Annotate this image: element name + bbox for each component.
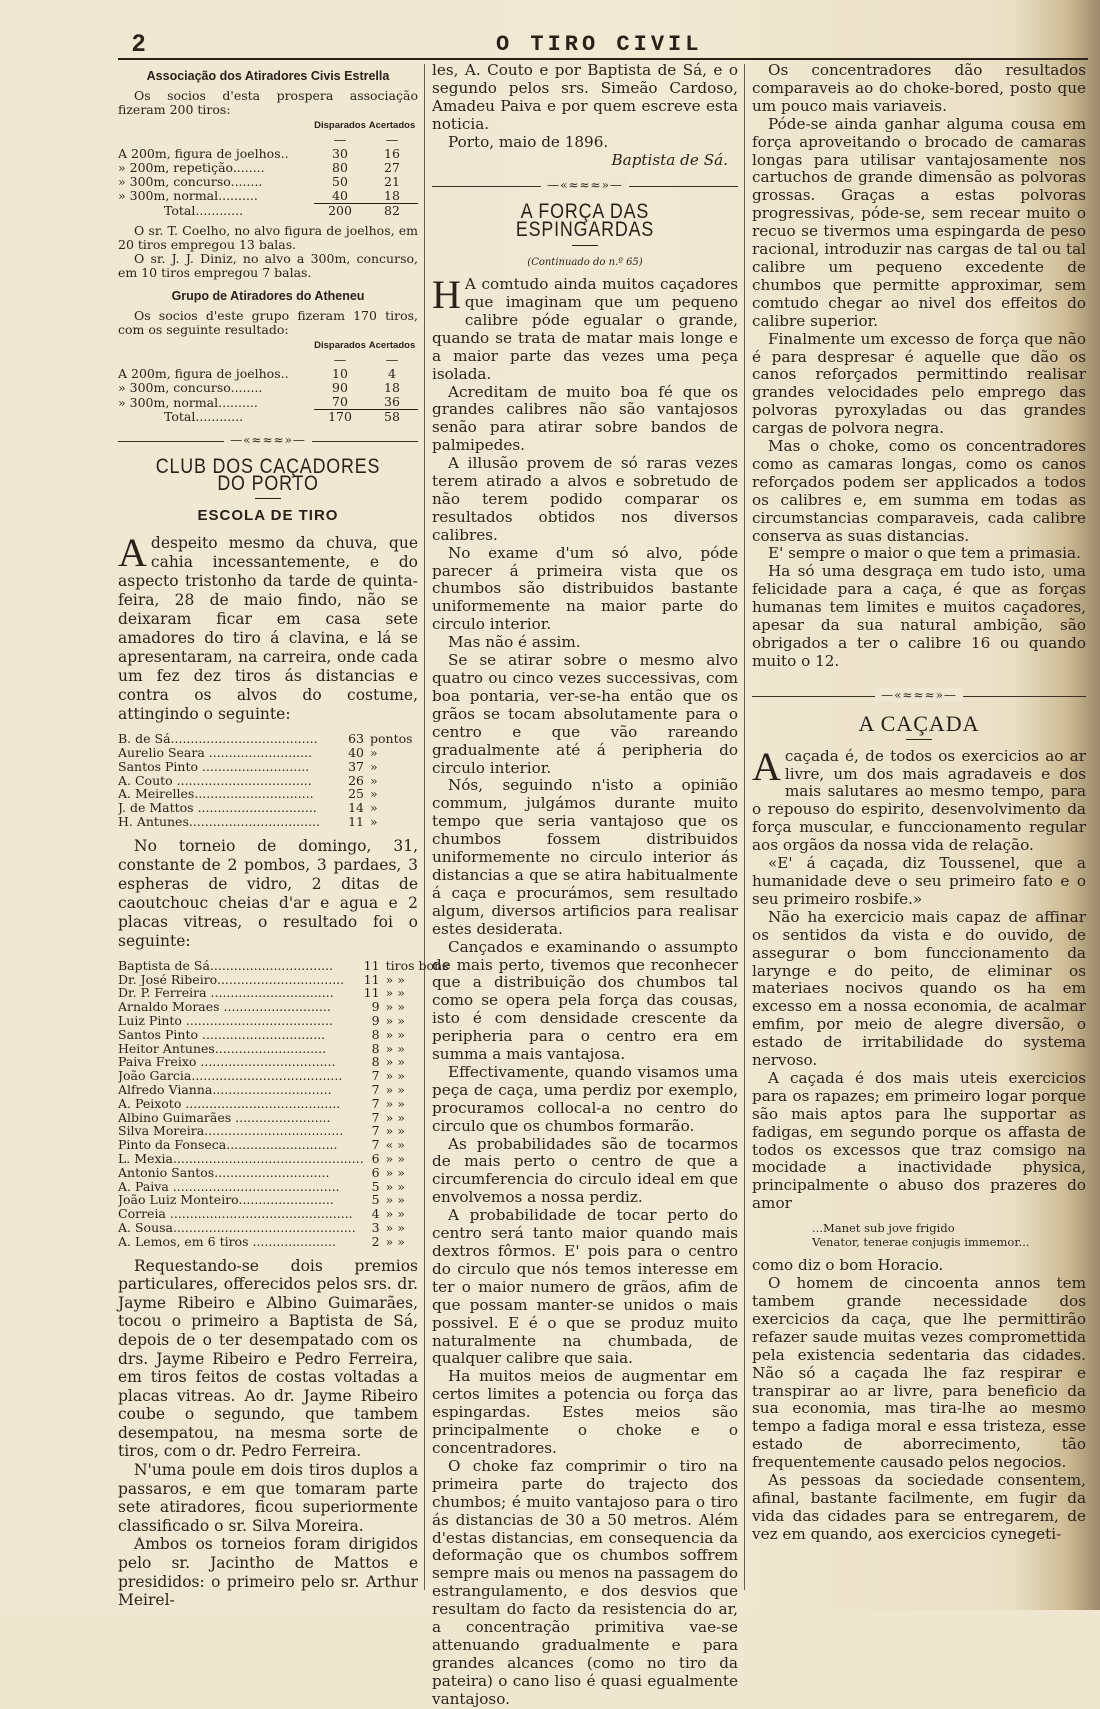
paragraph: Os socios d'esta prospera associação fizeram 200 tiros: xyxy=(118,88,418,118)
list-item: Paiva Freixo .................................. 8 » » xyxy=(118,1054,405,1070)
article-heading: CLUB DOS CAÇADORES DO PORTO xyxy=(155,454,381,495)
list-item: H. Antunes................................. 11 » xyxy=(118,814,378,829)
list-item: Santos Pinto ............................... 8 » » xyxy=(118,1026,405,1042)
drop-cap: H xyxy=(432,272,461,318)
paragraph: Requestando-se dois premios particulares, offerecidos pelos srs. dr. Jayme Ribeiro e Albino Guimarães, tocou o primeiro a Baptista de Sá, depois de o ter desempatado com os drs. Jayme Ribeiro e Pedro Ferreira, em tiros feitos de costas voltadas a placas vitreas. Ao dr. Jayme Ribeiro coube o segundo, que tambem desempatou, na mesma sorte de tiros, com o dr. Pedro Ferreira. xyxy=(118,1256,418,1461)
list-item: A. Sousa.............................................. 3 » » xyxy=(118,1219,405,1235)
paragraph: As pessoas da sociedade consentem, afinal, bastante facilmente, em fugir da vida das cidades para se entregarem, de vez em quando, aos exercicios cynegeti- xyxy=(752,1471,1086,1543)
list-item: Dr. José Ribeiro................................ 11 » » xyxy=(118,971,405,987)
table-total-row: Total............ 200 82 xyxy=(164,202,400,219)
paragraph: «E' á caçada, diz Toussenel, que a humanidade deve o seu primeiro fato e o seu primeiro rosbife.» xyxy=(752,854,1086,908)
table-row: » 300m, concurso........ 90 18 xyxy=(118,380,400,396)
list-item: A. Lemos, em 6 tiros ..................... 2 » » xyxy=(118,1233,405,1249)
paragraph: No torneio de domingo, 31, constante de 2 pombos, 3 pardaes, 3 espheras de vidro, 2 ditas de caoutchouc cheias d'ar e agua e 2 placas vitreas, o resultado foi o seguinte: xyxy=(118,836,418,950)
list-item: João Luiz Monteiro........................ 5 » » xyxy=(118,1192,405,1208)
list-item: A. Couto .................................. 26 » xyxy=(118,772,378,788)
col-header: Disparados xyxy=(314,120,366,132)
table-row: » 200m, repetição........ 80 27 xyxy=(118,160,400,176)
column-divider xyxy=(424,64,425,1590)
list-item: Alfredo Vianna.............................. 7 » » xyxy=(118,1081,405,1097)
paragraph: Cançados e examinando o assumpto de mais perto, tivemos que reconhecer que a distribuição dos chumbos tal como se opera pela força das cousas, isto é com densidade crescente da peripheria para o centro era em summa a mais vantajosa. xyxy=(432,937,738,1064)
list-item: João Garcia...................................... 7 » » xyxy=(118,1068,405,1084)
col-header: Acertados xyxy=(368,340,416,352)
ornament-divider: —«≈≈≈»— xyxy=(432,177,738,195)
table-row: » 300m, normal.......... 40 18 xyxy=(118,189,418,204)
col-header: Disparados xyxy=(314,340,366,352)
list-item: A. Meirelles.............................. 25 » xyxy=(118,786,378,802)
paragraph: E' sempre o maior o que tem a primasia. xyxy=(768,544,1081,563)
paragraph: Se se atirar sobre o mesmo alvo quatro ou cinco vezes successivas, com boa pontaria, ver-se-ha então que os grãos se tocam absolutamente para o centro e que vão rareando gradualmente até á peripheria do circulo interior. xyxy=(432,651,738,777)
header-rule xyxy=(118,58,1088,60)
section-heading: Associação dos Atiradores Civis Estrella xyxy=(146,69,390,83)
paragraph: No exame d'um só alvo, póde parecer á primeira vista que os chumbos são distribuidos bastante uniformemente na maior parte do circulo interior. xyxy=(432,543,738,634)
article-heading: A FORÇA DAS ESPINGARDAS xyxy=(515,200,655,242)
list-item: B. de Sá..................................... 63 pontos xyxy=(118,731,413,747)
list-item: A. Paiva .......................................... 5 » » xyxy=(118,1178,405,1194)
paragraph: como diz o bom Horacio. xyxy=(752,1256,944,1275)
table-row: » 300m, concurso........ 50 21 xyxy=(118,174,400,190)
paragraph: Acreditam de muito boa fé que os grandes calibres não são vantajosos senão para atirar sobre bandos de palmipedes. xyxy=(432,382,738,455)
list-item: Dr. P. Ferreira ............................... 11 » » xyxy=(118,985,405,1001)
list-item: J. de Mattos .............................. 14 » xyxy=(118,800,378,816)
paragraph: Nós, seguindo n'isto a opinião commum, julgámos durante muito tempo que seria vantajoso que os chumbos fossem distribuidos uniformemente no circulo interior ás distancias a que se atira habitualmente á caça e procurámos, sem resultado algum, diversos artificios para realisar estes desiderata. xyxy=(432,776,738,938)
list-item: Santos Pinto ........................... 37 » xyxy=(118,758,378,774)
short-rule xyxy=(572,245,598,246)
paragraph: O choke faz comprimir o tiro na primeira parte do trajecto dos chumbos; é muito vantajoso para o tiro ás distancias de 30 a 50 metros. Além d'estas distancias, em consequencia da deformação que os chumbos soffrem sempre mais ou menos na passagem do estrangulamento, e dos desvios que resultam do facto da resistencia do ar, a concentração primitiva vae-se attenuando gradualmente e para grandes alcances (como no tiro da pateira) o cano liso é quasi egualmente vantajoso. xyxy=(432,1456,738,1708)
list-item: Correia .............................................. 4 » » xyxy=(118,1206,405,1222)
list-item: Silva Moreira................................... 7 » » xyxy=(118,1123,405,1139)
paragraph: Mas não é assim. xyxy=(448,633,581,652)
paragraph: Mas o choke, como os concentradores como as camaras longas, como os canos reforçados podem ser applicados a todos os calibres e, em summa em todas as circumstancias comparaveis, cada calibre conserva as suas distancias. xyxy=(752,437,1086,545)
table-row: A 200m, figura de joelhos.. 10 4 xyxy=(118,366,396,382)
paragraph: A illusão provem de só raras vezes terem atirado a alvos e sobretudo de não terem podido comparar os resultados obtidos nos diversos calibres. xyxy=(432,454,738,544)
drop-cap: A xyxy=(752,743,781,789)
paragraph: Finalmente um excesso de força que não é para despresar é aquelle que dão os canos reforçados permittindo realisar grandes velocidades pelo emprego das polvoras pyroxyladas ou das grandes cargas de polvora negra. xyxy=(752,329,1086,438)
short-rule xyxy=(255,498,281,499)
estrella-table: Disparados Acertados — — A 200m, figura de joelhos.. 30 16 » 200m, repetição........ 80 27 » 300m, concurso........ 50 21 » 300m, normal.......... 40 18 Total............ 200 82 xyxy=(118,117,418,218)
paragraph: Ha muitos meios de augmentar em certos limites a potencia ou força das espingardas. Estes meios são principalmente o choke e o concentradores. xyxy=(432,1367,738,1457)
paragraph: Os socios d'este grupo fizeram 170 tiros, com os seguinte resultado: xyxy=(118,308,418,338)
drop-cap: A xyxy=(118,530,147,576)
short-rule xyxy=(906,739,932,740)
paragraph: Os concentradores dão resultados comparaveis ao do choke-bored, posto que um pouco mais variaveis. xyxy=(752,61,1086,115)
continued-note: (Continuado do n.º 65) xyxy=(527,257,643,269)
list-item: Heitor Antunes............................ 8 » » xyxy=(118,1040,405,1056)
paragraph: A probabilidade de tocar perto do centro será tanto maior quando mais dextros fôrmos. E' pois para o centro do circulo que nós temos interesse em ter o maior numero de grãos, afim de que possam manter-se unidos o mais possivel. E é o que se produz muito naturalmente na chumbada, de qualquer calibre que saia. xyxy=(432,1206,738,1368)
paragraph: N'uma poule em dois tiros duplos a passaros, e em que tomaram parte sete atiradores, ficou superiormente classificado o sr. Silva Moreira. xyxy=(118,1461,418,1535)
column-divider xyxy=(744,64,745,1590)
latin-quote: ...Manet sub jove frigido Venator, tenerae conjugis immemor... xyxy=(812,1221,1030,1250)
dateline: Porto, maio de 1896. xyxy=(448,132,609,151)
list-item: Arnaldo Moraes ........................... 9 » » xyxy=(118,999,405,1015)
column-2 xyxy=(432,62,738,1709)
column-3 xyxy=(752,62,1086,1544)
signature: Baptista de Sá. xyxy=(611,150,728,169)
list-item: Antonio Santos............................. 6 » » xyxy=(118,1164,405,1180)
list-item: Baptista de Sá............................... 11 tiros bons xyxy=(118,957,449,973)
section-heading: Grupo de Atiradores do Atheneu xyxy=(171,289,365,304)
list-item: L. Mexia................................................ 6 » » xyxy=(118,1150,405,1166)
table-total-row: Total............ 170 58 xyxy=(164,409,400,425)
paragraph: H A comtudo ainda muitos caçadores que imaginam que um pequeno calibre póde egualar o grande, quando se trata de matar mais longe e a maior parte das vezes uma peça isolada. xyxy=(432,272,738,383)
paragraph: Ha só uma desgraça em tudo isto, uma felicidade para a caça, é que as forças humanas tem limites e muitos caçadores, apesar da sua natural ambição, são obrigados a ter o calibre 16 ou quando muito o 12. xyxy=(752,562,1086,670)
torneio-results xyxy=(118,959,448,1249)
table-row: A 200m, figura de joelhos.. 30 16 xyxy=(118,146,400,162)
paragraph: Não ha exercicio mais capaz de affinar os sentidos da vista e do ouvido, de assegurar o bom funccionamento da larynge e do peito, de eliminar os materiaes nocivos quando os ha em excesso em a nossa economia, de acalmar emfim, por meio de alegre diversão, o estado de irritabilidade do systema nervoso. xyxy=(752,907,1086,1070)
list-item: Pinto da Fonseca............................ 7 « » xyxy=(118,1137,405,1153)
paragraph: O homem de cincoenta annos tem tambem grande necessidade dos exercicios da caça, que lhe permittirão refazer saude muitas vezes compromettida pela existencia sedentaria das cidades. Não só a caçada lhe faz respirar e transpirar ao ar livre, para beneficio da sua economia, mas tira-lhe ao mesmo tempo a fadiga moral e essa tristeza, esse estado de aborrecimento, tão frequentemente causado pelos negocios. xyxy=(752,1274,1086,1472)
column-1 xyxy=(118,62,449,1610)
list-item: Albino Guimarães ........................ 7 » » xyxy=(118,1109,405,1125)
paragraph: Effectivamente, quando visamos uma peça de caça, uma perdiz por exemplo, procuramos collocal-a no centro do circulo que os chumbos formarão. xyxy=(432,1062,738,1135)
paragraph: A caçada é dos mais uteis exercicios para os rapazes; em primeiro logar porque são mais aptos para lhe supportar as fadigas, em segundo porque os affasta de todos os excessos que traz comsigo na mocidade a inactividade physica, principalmente o abuso dos prazeres do amor xyxy=(752,1068,1086,1213)
paragraph: Póde-se ainda ganhar alguma cousa em força aproveitando o brocado de camaras longas para utilisar vantajosamente nos cartuchos de grande dimensão as polvoras grossas. Graças a estas polvoras progressivas, póde-se, sem recear muito o recuo se tivermos uma espingarda de peso racional, introduzir nas cargas de tal ou tal calibre um pequeno excedente de chumbos que permitte approximar, sem comtudo chegar ao nivel dos effeitos do calibre superior. xyxy=(752,114,1086,330)
paragraph: les, A. Couto e por Baptista de Sá, e o segundo pelos srs. Simeão Cardoso, Amadeu Paiva e por quem escreve esta noticia. xyxy=(432,61,738,133)
ornament-divider: —«≈≈≈»— xyxy=(118,432,418,449)
paragraph: Acaçada é, de todos os exercicios ao ar livre, um dos mais agradaveis e dos mais salutares ao mesmo tempo, para o repouso do espirito, desenvolvimento da força muscular, e funccionamento regular aos orgãos da nossa vida de relação. xyxy=(752,743,1086,855)
article-subheading: ESCOLA DE TIRO xyxy=(197,507,339,525)
article-heading: A CAÇADA xyxy=(858,710,980,736)
clavina-results xyxy=(118,732,418,829)
paragraph: O sr. J. J. Diniz, no alvo a 300m, concurso, em 10 tiros empregou 7 balas. xyxy=(118,251,418,281)
paragraph: Ambos os torneios foram dirigidos pelo sr. Jacintho de Mattos e presididos: o primeiro pelo sr. Arthur Meirel- xyxy=(118,1535,418,1610)
col-header: Acertados xyxy=(368,120,416,132)
table-row: » 300m, normal.......... 70 36 xyxy=(118,395,418,410)
paragraph: O sr. T. Coelho, no alvo figura de joelhos, em 20 tiros empregou 13 balas. xyxy=(118,223,418,253)
page-number: 2 xyxy=(132,30,146,57)
list-item: Luiz Pinto ..................................... 9 » » xyxy=(118,1012,405,1028)
atheneu-table: Disparados Acertados — — A 200m, figura de joelhos.. 10 4 » 300m, concurso........ 90 18 » 300m, normal.......... 70 36 Total............ 170 58 xyxy=(118,337,418,424)
paragraph: Adespeito mesmo da chuva, que cahia incessantemente, e do aspecto tristonho da tarde de quinta-feira, 28 de maio findo, não se deixaram ficar em casa sete amadores do tiro á clavina, e lá se apresentaram, na carreira, onde cada um fez dez tiros ás distancias e contra os alvos do costume, attingindo o seguinte: xyxy=(118,530,418,724)
ornament-divider: —«≈≈≈»— xyxy=(752,687,1086,705)
list-item: A. Peixoto ....................................... 7 » » xyxy=(118,1095,405,1111)
paragraph: As probabilidades são de tocarmos de mais perto o centro de que a circumferencia do circulo ideal em que envolvemos a nossa perdiz. xyxy=(432,1134,738,1207)
list-item: Aurelio Seara .......................... 40 » xyxy=(118,745,378,761)
masthead-title: O TIRO CIVIL xyxy=(496,32,703,57)
